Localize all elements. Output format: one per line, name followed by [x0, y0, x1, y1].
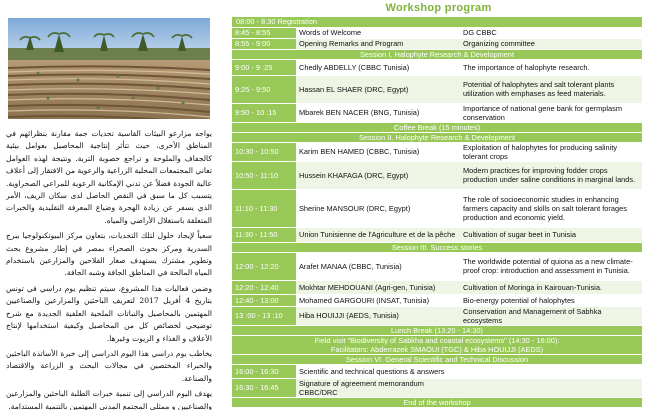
- time-cell: 9:25 - 9:50: [232, 75, 296, 103]
- speaker-cell: Karim BEN HAMED (CBBC, Tunisia): [296, 142, 460, 161]
- program-band-row: [232, 397, 642, 407]
- program-row: [232, 38, 642, 49]
- program-row: [232, 59, 642, 75]
- topic-cell: Cultivation of Moringa in Kairouan-Tunisia.: [460, 280, 642, 294]
- time-cell: 10:30 - 10:50: [232, 142, 296, 161]
- field-visit-row: [232, 335, 642, 354]
- program-row: [232, 227, 642, 242]
- band-label: Lunch Break (13:20 - 14:30): [232, 325, 642, 335]
- time-cell: 11:10 - 11:30: [232, 189, 296, 227]
- field-photo: [8, 18, 210, 119]
- time-cell: 12:20 - 12:40: [232, 280, 296, 294]
- speaker-cell: Signature of agreement memorandum CBBC/DRC: [296, 378, 460, 397]
- topic-cell: The role of socioeconomic studies in enhancing farmers capacity and skills on salt tolerant forages production and economic yield.: [460, 189, 642, 227]
- program-title: Workshop program: [385, 2, 492, 14]
- program-band-row: [232, 354, 642, 364]
- arabic-paragraph-5: يهدف اليوم الدراسي إلى تنمية خبرات الطلبة الباحثين والمزارعين والصناعيين و ممثلي المجتمع المدني المهتمين بالتنمية المستدامة.: [6, 389, 212, 410]
- band-label: Session VI. General Scientific and Technical Discussion: [232, 354, 642, 364]
- field-visit-title: Field visit "Biodiversity of Sabkha and coastal ecosystems" (14:30 - 16:00):: [314, 335, 560, 345]
- time-cell: 12:40 - 13:00: [232, 294, 296, 306]
- band-label: 08:00 - 8:30 Registration: [232, 17, 642, 27]
- speaker-cell: Union Tunisienne de l'Agriculture et de la pêche: [296, 227, 460, 242]
- speaker-cell: Words of Welcome: [296, 27, 460, 38]
- topic-cell: Modern practices for improving fodder crops production under saline conditions in marginal lands.: [460, 161, 642, 189]
- program-band-row: [232, 242, 642, 252]
- topic-cell: Conservation and Management of Sabhka ecosystems: [460, 306, 642, 325]
- topic-cell: Organizing committee: [460, 38, 642, 49]
- program-row: [232, 294, 642, 306]
- field-visit-facilitators: Facilitators: Abderrazek SMAOUI (TGC) & Hiba HOUIJJI (AEDS): [330, 344, 544, 354]
- speaker-cell: Hussein KHAFAGA (DRC, Egypt): [296, 161, 460, 189]
- topic-cell: [460, 378, 642, 397]
- speaker-cell: Scientific and technical questions & answers: [296, 364, 460, 378]
- left-panel: [0, 0, 220, 414]
- arabic-paragraph-1: يواجه مزارعو البيئات القاسية تحديات جمة مقارنة بنظرائهم في المناطق الأخرى، حيث تتأثر إنتاجية المحاصيل بعوامل بيئية كالجفاف والملوحة و تراجع خصوبة التربة. ونتيجة لهذه العوامل تعاني المجتمعات المحلية الزراعية والرعوية من الافتقار إلى أعلاف عالية الجودة فضلاً عن تدني الإمكانية الرعوية للمراعي الصحراوية. يتسبب كل ما سبق في النقص الحاصل لدى سكان الريف، الأمر الذي يسفر عن زيادة الهجرة وضياع المعرفة التقليدية والخبرات المتعلقة باستغلال الأراضي والمياه.: [6, 129, 212, 225]
- band-label: Session I. Halophyte Research & Development: [232, 49, 642, 59]
- speaker-cell: Hiba HOUIJJI (AEDS, Tunisia): [296, 306, 460, 325]
- time-cell: 16:30 - 16:45: [232, 378, 296, 397]
- band-label: End of the workshop: [232, 397, 642, 407]
- arabic-paragraph-3: وضمن فعاليات هذا المشروع، سيتم تنظيم يوم دراسي في تونس بتاريخ 4 أفريل 2017 لتعريف الباحثين والمزارعين والصناعيين المهتمين بالمحاصيل والنباتات الملحية العلفية الجديدة مع شرح توضيحي لخصائص كل من المحاصيل وكيفية استخدامها لإنتاج الأعلاف و الغذاء و الزيوت وغيرها.: [6, 283, 212, 343]
- topic-cell: DG CBBC: [460, 27, 642, 38]
- time-cell: 8:45 - 8:55: [232, 27, 296, 38]
- program-band-row: [232, 325, 642, 335]
- program-row: [232, 252, 642, 280]
- program-row: [232, 280, 642, 294]
- program-band-row: [232, 132, 642, 142]
- program-band-row: [232, 122, 642, 132]
- program-band-row: [232, 17, 642, 27]
- program-panel: [230, 0, 647, 414]
- program-row: [232, 306, 642, 325]
- program-band-row: [232, 49, 642, 59]
- speaker-cell: Sherine MANSOUR (DRC, Egypt): [296, 189, 460, 227]
- speaker-cell: Mohamed GARGOURI (INSAT, Tunisia): [296, 294, 460, 306]
- time-cell: 9:50 - 10 :15: [232, 103, 296, 122]
- topic-cell: The worldwide potential of quiona as a new climate-proof crop: introduction and assessment in Tunisia.: [460, 252, 642, 280]
- time-cell: 12:00 - 12:20: [232, 252, 296, 280]
- program-row: [232, 103, 642, 122]
- band-label: Session III. Success stories: [232, 242, 642, 252]
- speaker-cell: Mbarek BEN NACER (BNG, Tunisia): [296, 103, 460, 122]
- topic-cell: Potential of halophytes and salt tolerant plants utilization with emphases as feed materials.: [460, 75, 642, 103]
- topic-cell: Importance of national gene bank for germplasm conservation: [460, 103, 642, 122]
- topic-cell: Cultivation of sugar beet in Tunisia: [460, 227, 642, 242]
- time-cell: 9:00 - 9 :25: [232, 59, 296, 75]
- topic-cell: Exploitation of halophytes for producing salinity tolerant crops: [460, 142, 642, 161]
- speaker-cell: Opening Remarks and Program: [296, 38, 460, 49]
- arabic-description: [6, 128, 212, 410]
- program-row: [232, 75, 642, 103]
- time-cell: 8:55 - 9:00: [232, 38, 296, 49]
- time-cell: 10:50 - 11:10: [232, 161, 296, 189]
- band-label: Session II. Halophyte Research & Development: [232, 132, 642, 142]
- time-cell: 16:00 - 16:30: [232, 364, 296, 378]
- program-row: [232, 364, 642, 378]
- speaker-cell: Arafet MANAA (CBBC, Tunisia): [296, 252, 460, 280]
- program-row: [232, 189, 642, 227]
- time-cell: 11:30 - 11:50: [232, 227, 296, 242]
- program-row: [232, 27, 642, 38]
- time-cell: 13 :00 - 13 :10: [232, 306, 296, 325]
- arabic-paragraph-2: سعياً لإيجاد حلول لتلك التحديات، يتعاون مركز البيوتكنولوجيا ببرج السدرية ومركز بحوث الصحراء بمصر في إطار مشروع بحث وتطوير مشترك يستهدف صغار الفلاحين والمزارعين باستخدام المياه المالحة في المناطق الجافة وشبه الجافة.: [6, 231, 212, 278]
- program-table: [232, 17, 642, 408]
- topic-cell: [460, 364, 642, 378]
- program-row: [232, 142, 642, 161]
- band-label: Coffee Break (15 minutes): [232, 122, 642, 132]
- arabic-paragraph-4: يخاطب يوم دراسي هذا اليوم الدراسي إلى خبرة الأساتذة الباحثين والخبراء المختصين في مجالات البحث و الزراعة والاقتصاد والصناعة.: [6, 348, 212, 383]
- field-visit-label: [232, 335, 642, 354]
- topic-cell: Bio-energy potential of halophytes: [460, 294, 642, 306]
- program-row: [232, 378, 642, 397]
- program-row: [232, 161, 642, 189]
- speaker-cell: Chedly ABDELLY (CBBC Tunisia): [296, 59, 460, 75]
- topic-cell: The importance of halophyte research.: [460, 59, 642, 75]
- speaker-cell: Mokhtar MEHDOUANI (Agri-gen, Tunisia): [296, 280, 460, 294]
- speaker-cell: Hassan EL SHAER (DRC, Egypt): [296, 75, 460, 103]
